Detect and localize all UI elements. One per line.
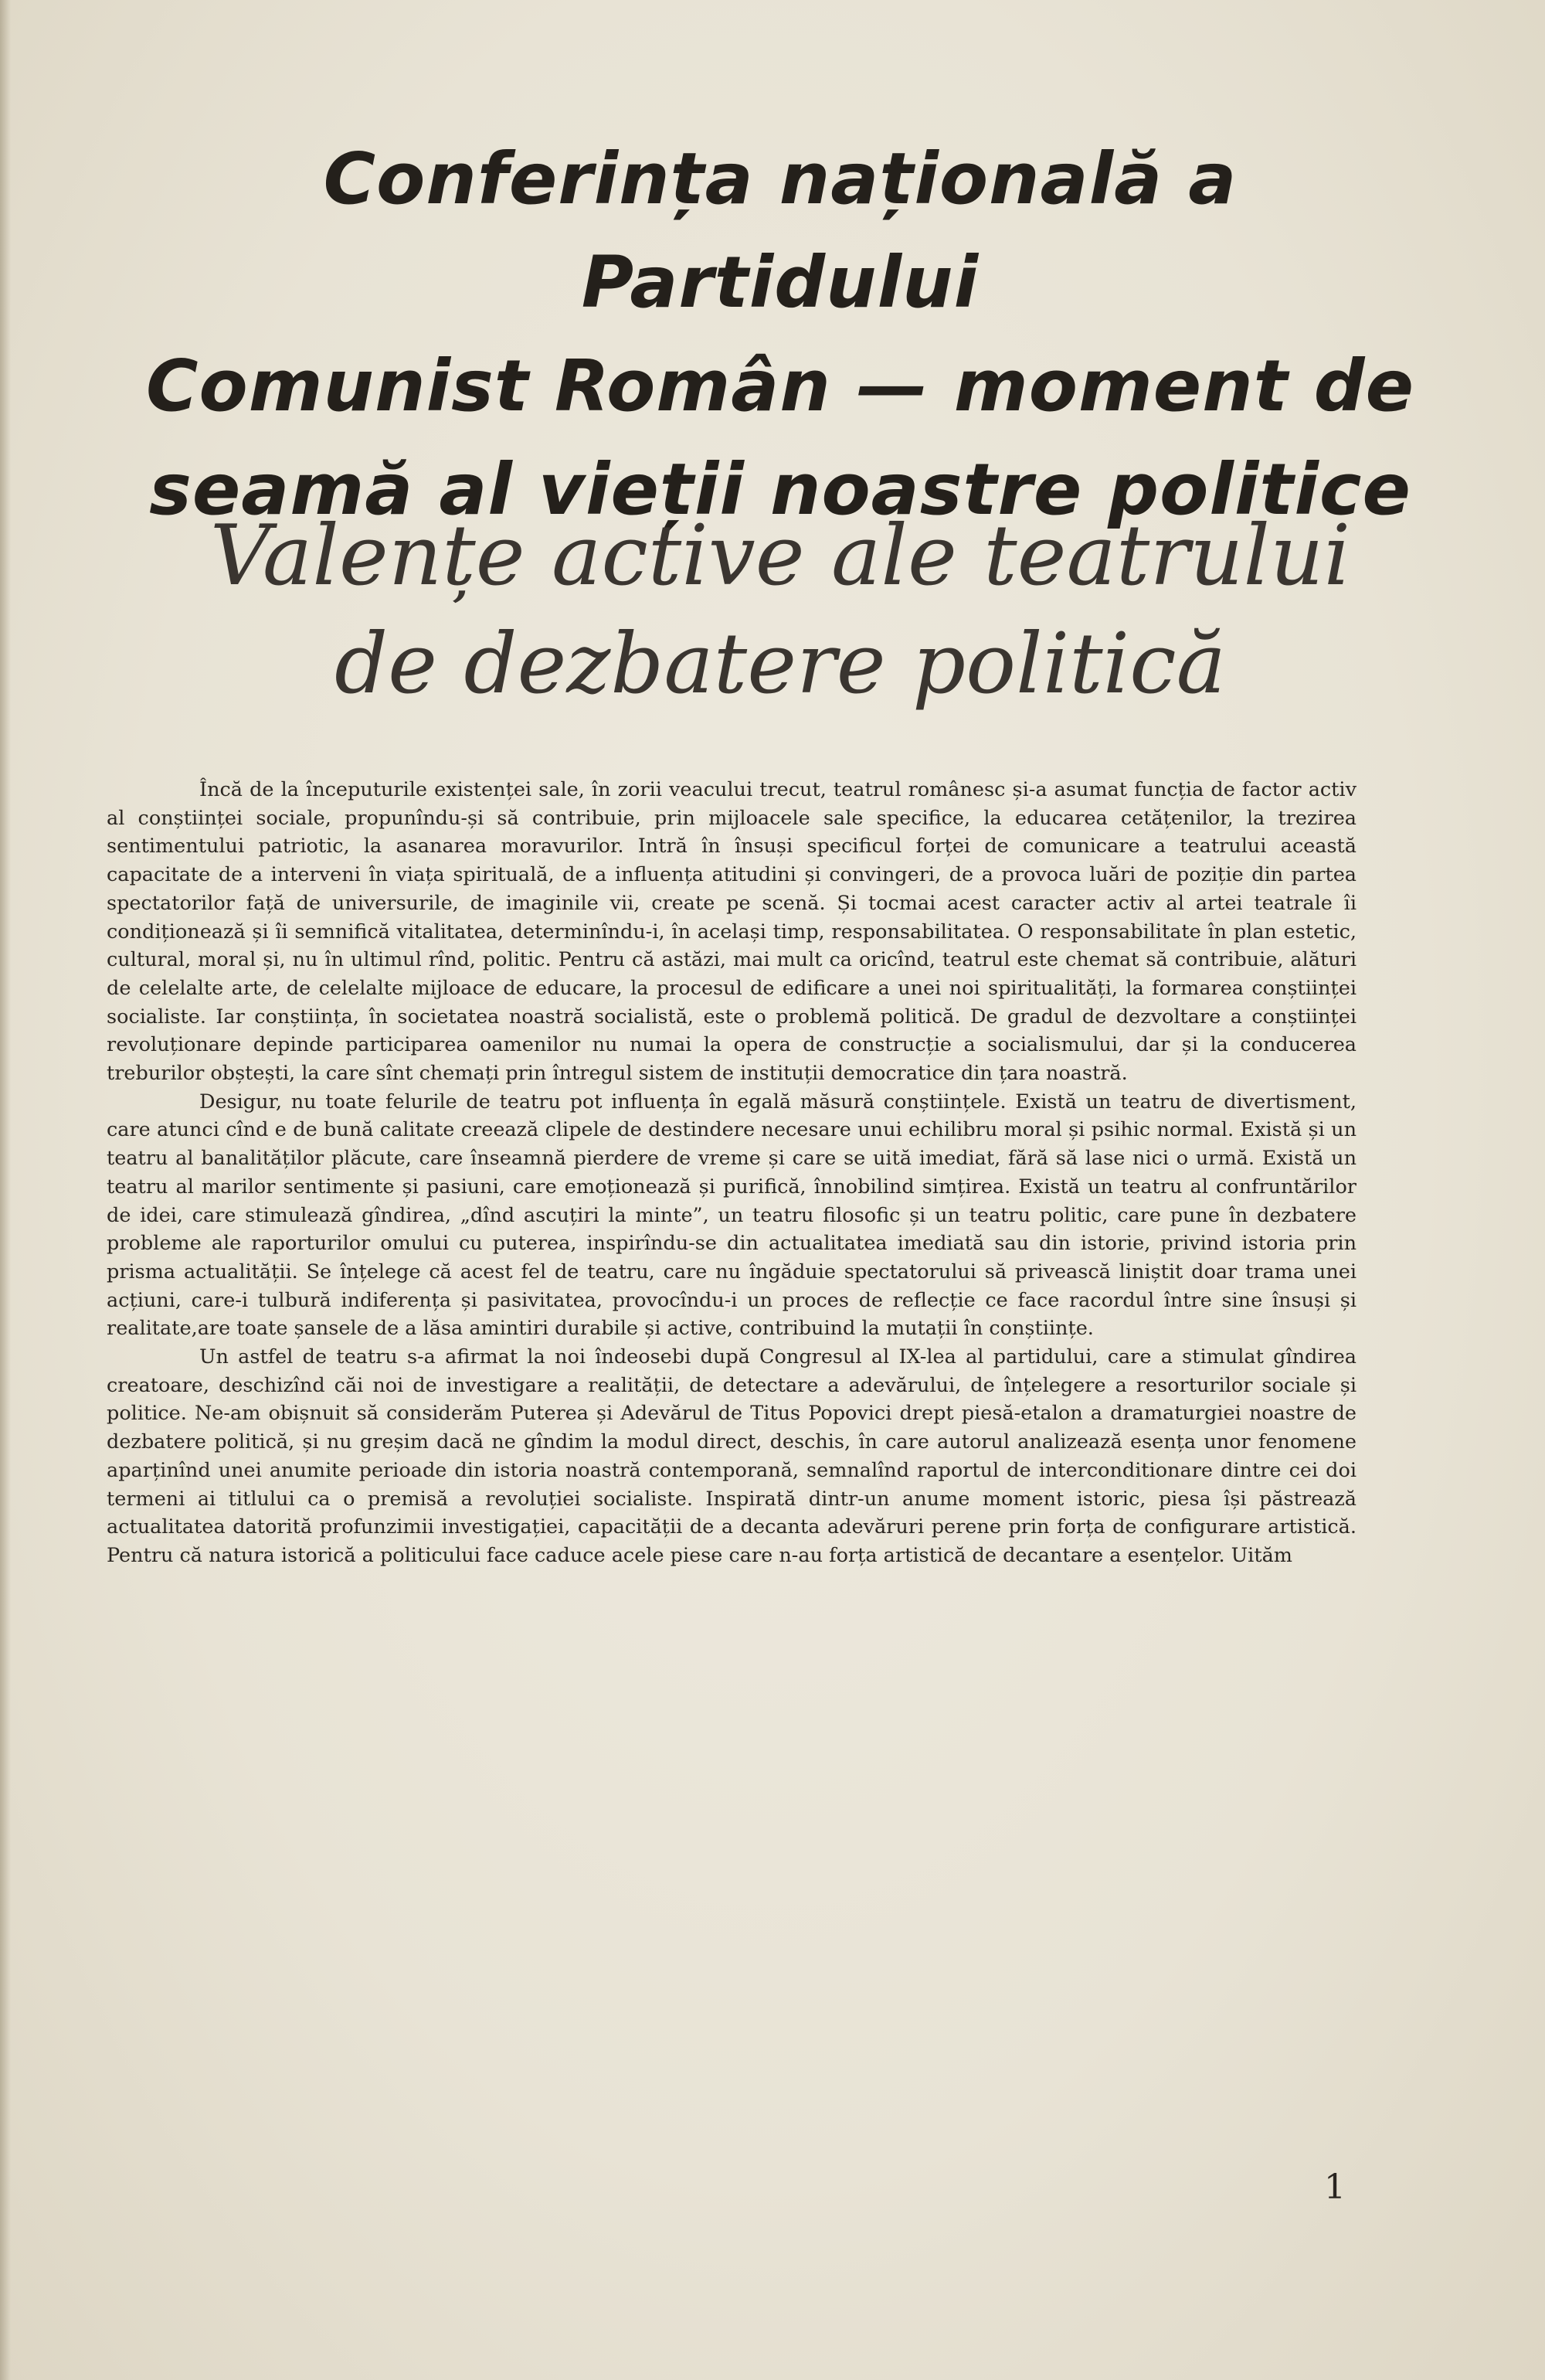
article-body <box>107 776 1357 1570</box>
page-edge-shadow <box>0 0 11 2380</box>
subtitle-line-2: de dezbatere politică <box>334 616 1227 712</box>
paragraph-3: Un astfel de teatru s-a afirmat la noi îndeosebi după Congresul al IX-lea al partidului, care a stimulat gîndirea creatoare, deschizînd căi noi de investigare a realității, de detectare a adevărului, de înțelegere a resorturilor sociale și politice. Ne-am obișnuit să considerăm Puterea și Adevărul de Titus Popovici drept piesă-etalon a dramaturgiei noastre de dezbatere politică, și nu greșim dacă ne gîndim la modul direct, deschis, în care autorul analizează esența unor fenomene aparținînd unei anumite perioade din istoria noastră contemporană, semnalînd raportul de interconditionare dintre cei doi termeni ai titlului ca o premisă a revoluției socialiste. Inspirată dintr-un anume moment istoric, piesa își păstrează actualitatea datorită profunzimii investigației, capacității de a decanta adevăruri perene prin forța de configurare artistică. Pentru că natura istorică a politicului face caduce acele piese care n-au forța artistică de decantare a esențelor. Uităm <box>107 1345 1357 1567</box>
main-title-line-2: Comunist Român — moment de <box>146 345 1414 427</box>
main-title <box>116 128 1445 542</box>
subtitle-line-1: Valențe active ale teatrului <box>209 508 1351 604</box>
main-title-line-1: Conferința națională a Partidului <box>323 138 1238 324</box>
main-title-line-3: seamă al vieții noastre politice <box>149 448 1411 531</box>
article-subtitle <box>116 502 1445 719</box>
page-number: 1 <box>1324 2168 1346 2207</box>
paragraph-2: Desigur, nu toate felurile de teatru pot influența în egală măsură conștiințele. Există un teatru de divertisment, care atunci cînd e de bună calitate creează clipele de destindere necesare unui echilibru moral și psihic normal. Există și un teatru al banalităților plăcute, care înseamnă pierdere de vreme și care se uită imediat, fără să lase nici o urmă. Există un teatru al marilor sentimente și pasiuni, care emoționează și purifică, înnobilind simțirea. Există un teatru al confruntărilor de idei, care stimulează gîndirea, „dînd ascuțiri la minte”, un teatru filosofic și un teatru politic, care pune în dezbatere probleme ale raporturilor omului cu puterea, inspirîndu-se din actualitatea imediată sau din istorie, privind istoria prin prisma actualității. Se înțelege că acest fel de teatru, care nu îngăduie spectatorului să privească liniștit doar trama unei acțiuni, care-i tulbură indiferența și pasivitatea, provocîndu-i un proces de reflecție ce face racordul între sine însuși și realitate,are toate șansele de a lăsa amintiri durabile și active, contribuind la mutații în conștiințe. <box>107 1090 1357 1341</box>
paragraph-1: Încă de la începuturile existenței sale, în zorii veacului trecut, teatrul românesc și-a asumat funcția de factor activ al conștiinței sociale, propunîndu-și să contribuie, prin mijloacele sale specifice, la educarea cetățenilor, la trezirea sentimentului patriotic, la asanarea moravurilor. Intră în însuși specificul forței de comunicare a teatrului această capacitate de a interveni în viața spirituală, de a influența atitudini și convingeri, de a provoca luări de poziție din partea spectatorilor față de universurile, de imaginile vii, create pe scenă. Și tocmai acest caracter activ al artei teatrale îi condiționează și îi semnifică vitalitatea, determinîndu-i, în același timp, responsabilitatea. O responsabilitate în plan estetic, cultural, moral și, nu în ultimul rînd, politic. Pentru că astăzi, mai mult ca oricînd, teatrul este chemat să contribuie, alături de celelalte arte, de celelalte mijloace de educare, la procesul de edificare a unei noi spiritualități, la formarea conștiinței socialiste. Iar conștiința, în societatea noastră socialistă, este o problemă politică. De gradul de dezvoltare a conștiinței revoluționare depinde participarea oamenilor nu numai la opera de construcție a socialismului, dar și la conducerea treburilor obștești, la care sînt chemați prin întregul sistem de instituții democratice din țara noastră. <box>107 778 1357 1086</box>
